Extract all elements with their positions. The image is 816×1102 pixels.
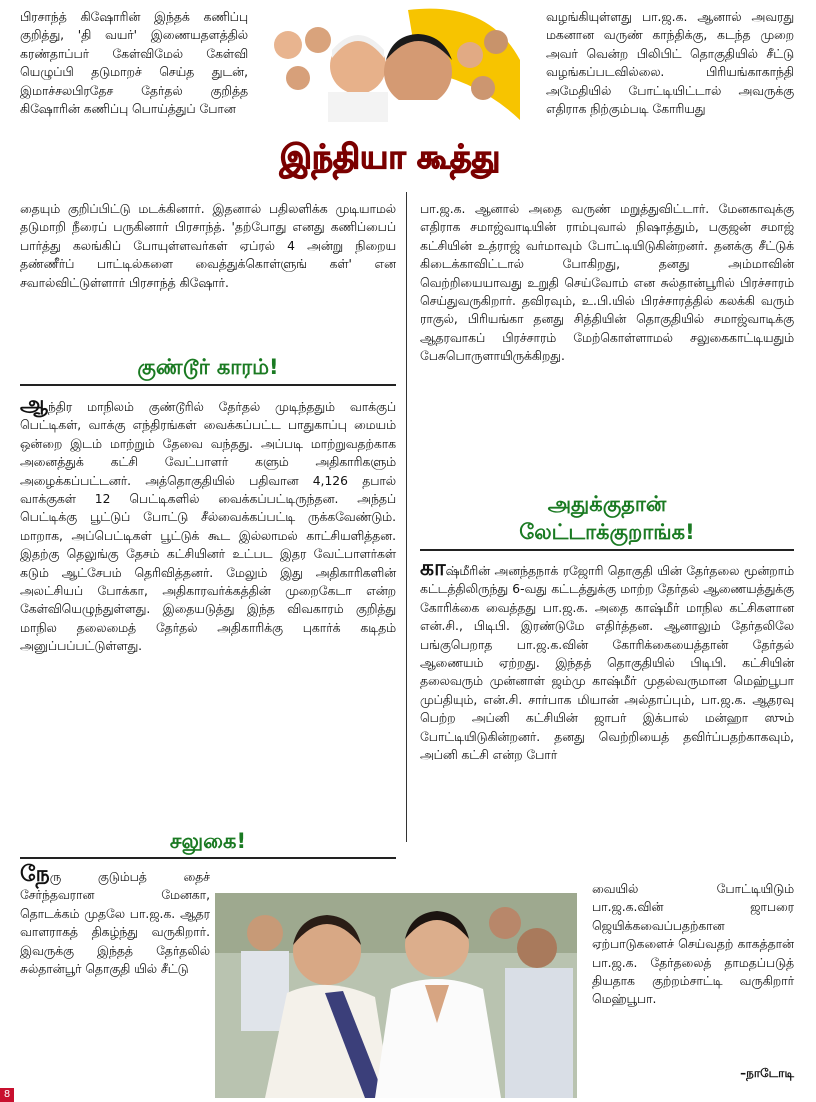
page-number: 8 bbox=[0, 1088, 14, 1102]
left-intro-top bbox=[20, 8, 248, 118]
section1-text: ந்திர மாநிலம் குண்டூரில் தேர்தல் முடிந்ததும் வாக்குப் பெட்டிகள், வாக்கு எந்திரங்கள் வைக்கப்பட்ட பாதுகாப்பு மையம் ஒன்றை இடம் மாற்றும் தேவை வந்தது. அப்படி மாற்றுவதற்காக அனைத்துக் கட்சி வேட்பாளர் களும் அதிகாரிகளும் அழைக்கப்பட்டனர். அத்தொகுதியில் பதிவான 4,126 தபால் வாக்குகள் 12 பெட்டிகளில் வைக்கப்பட்டிருந்தன. அந்தப் பெட்டிக்கு பூட்டுப் போட்டு சீல்வைக்கப்பட்டி ருக்கவேண்டும். மாறாக, அப்பெட்டிகள் பூட்டுக் கூட இல்லாமல் காட்சியளித்தன. இதற்கு தெலுங்கு தேசம் கட்சியினர் உட்பட இதர வேட்பாளர்கள் கடும் ஆட்சேபம் தெரிவித்தனர். மேலும் இது அதிகாரிகளின் அலட்சியப் போக்கா, அதிகாரவர்க்கத்தின் முறைகேடா என்ற கேள்வியெழுந்துள்ளது. இதையடுத்து இந்த விவகாரம் குறித்து மாநில தலைமைத் தேர்தல் அதிகாரிக்கு புகார்க் கடிதம் அனுப்பப்பட்டுள்ளது. bbox=[20, 400, 396, 654]
divider bbox=[420, 549, 794, 551]
right-top-narrow bbox=[546, 8, 794, 118]
heading-line-2: லேட்டாக்குறாங்க! bbox=[519, 520, 695, 544]
banner-art bbox=[258, 0, 522, 190]
heading-text: சலுகை! bbox=[169, 829, 247, 853]
dropcap: கா bbox=[420, 556, 446, 581]
column-divider bbox=[406, 192, 407, 842]
right-top-wide bbox=[420, 200, 794, 366]
section-heading-concession bbox=[20, 826, 396, 856]
divider bbox=[20, 384, 396, 386]
right-intro-paragraph: வழங்கியுள்ளது பா.ஜ.க. ஆனால் அவரது மகனான வருண் காந்திக்கு, கடந்த முறை அவர் வென்ற பிலிபிட் தொகுதியில் சீட்டு வழங்கப்படவில்லை. பிரியங்காகாந்தி அமேதியில் போட்டியிட்டால் அவருக்கு எதிராக நிற்கும்படி கோரியது bbox=[546, 10, 794, 117]
section-heading-delay bbox=[420, 490, 794, 546]
left-intro-continued: தையும் குறிப்பிட்டு மடக்கினார். இதனால் பதிலளிக்க முடியாமல் தடுமாறி நீரைப் பருகினார் பிரசாந்த். 'தற்போது எனது கணிப்பைப் பார்த்து கலங்கிப் போயுள்ளவர்கள் ஏப்ரல் 4 அன்று நிறைய தண்ணீர்ப் பாட்டில்களை வைத்துக்கொள்ளுங் கள்' என சவால்விட்டுள்ளார் பிரசாந்த் கிஷோர். bbox=[20, 202, 396, 290]
photo-art bbox=[215, 893, 577, 1098]
right-intro-continued: பா.ஜ.க. ஆனால் அதை வருண் மறுத்துவிட்டார். மேனகாவுக்கு எதிராக சமாஜ்வாடியின் ராம்புவால் நிஷாத்தும், பகுஜன் சமாஜ் கட்சியின் உத்ராஜ் வர்மாவும் போட்டியிடுகின்றனர். தனக்கு சீட்டுக் கிடைக்காவிட்டால் போகிறது, தனது அம்மாவின் வெற்றியையாவது உறுதி செய்வோம் என சுல்தான்பூரில் பிரச்சாரம் செய்துவருகிறார். தவிரவும், உ.பி.யில் பிரச்சாரத்தில் கலக்கி வரும் ராகுல், பிரியங்கா தனது சித்தியின் தொகுதியில் சமாஜ்வாடிக்கு ஆதரவாகப் பிரச்சாரம் மேற்கொள்ளாமல் சலுகைகாட்டியதும் பேசுபொருளாயிருக்கிறது. bbox=[420, 202, 794, 364]
heading-text: குண்டூர் காரம்! bbox=[137, 355, 279, 379]
left-intro-paragraph: பிரசாந்த் கிஷோரின் இந்தக் கணிப்பு குறித்து, 'தி வயர்' இணையதளத்தில் கரண்தாப்பர் கேள்விமேல் கேள்வி யெழுப்பி தடுமாறச் செய்த துடன், இமாச்சலபிரதேச தேர்தல் குறித்த கிஷோரின் கணிப்பு பொய்த்துப் போன bbox=[20, 10, 248, 117]
section2-text: ரு குடும்பத் தைச் சேர்ந்தவரான மேனகா, தொடக்கம் முதலே பா.ஜ.க. ஆதர வாளராகத் திகழ்ந்து வருகிறார். இவருக்கு இந்தத் தேர்தலில் சுல்தான்பூர் தொகுதி யில் சீட்டு bbox=[20, 870, 210, 977]
section3-tail-text: வையில் போட்டியிடும் பா.ஜ.க.வின் ஜாபரை ஜெயிக்கவைப்பதற்கான ஏற்பாடுகளைச் செய்வதற் காகத்தான் பா.ஜ.க. தேர்தலைத் தாமதப்படுத் தியதாக குற்றம்சாட்டி வருகிறார் மெஹ்பூபா. bbox=[592, 882, 794, 1007]
banner-illustration bbox=[258, 0, 522, 190]
divider bbox=[20, 857, 396, 859]
left-intro-wide bbox=[20, 200, 396, 292]
left-section1-body bbox=[20, 392, 396, 656]
photo-maneka-varun bbox=[215, 893, 577, 1098]
heading-line-1: அதுக்குதான் bbox=[547, 492, 667, 516]
dropcap: ஆ bbox=[20, 392, 48, 417]
section3-text: ஷ்மீரின் அனந்தநாக் ரஜோரி தொகுதி யின் தேர்தலை மூன்றாம் கட்டத்திலிருந்து 6-வது கட்டத்துக்கு மாற்ற தேர்தல் ஆணையத்துக்கு கோரிக்கை வைத்தது பா.ஜ.க. அதை காஷ்மீர் மாநில கட்சிகளான என்.சி., பிடிபி. இரண்டுமே எதிர்த்தன. ஆனாலும் தேர்தலிலே பங்குபெறாத பா.ஜ.க.வின் கோரிக்கையைத்தான் தேர்தல் ஆணையம் ஏற்றது. இந்தத் தொகுதியில் பிடிபி. கட்சியின் தலைவரும் முன்னாள் ஜம்மு காஷ்மீர் முதல்வருமான மெஹ்பூபா முப்தியும், என்.சி. சார்பாக மியான் அல்தாப்பும், பா.ஜ.க. ஆதரவு பெற்ற அப்னி கட்சியின் ஜாபர் இக்பால் மன்ஹா ஸும் போட்டியிடுகின்றனர். தனது வெற்றியைத் தவிர்ப்பதற்காகவும், அப்னி கட்சி என்ற போர் bbox=[420, 564, 794, 763]
left-section2-body bbox=[20, 862, 210, 978]
author-signature: –நாடோடி bbox=[740, 1066, 794, 1080]
right-section3-tail bbox=[592, 880, 794, 1009]
dropcap: நே bbox=[20, 862, 50, 887]
right-section3-body bbox=[420, 556, 794, 764]
banner-title: இந்தியா கூத்து bbox=[279, 137, 501, 176]
section-heading-guntur bbox=[20, 352, 396, 382]
